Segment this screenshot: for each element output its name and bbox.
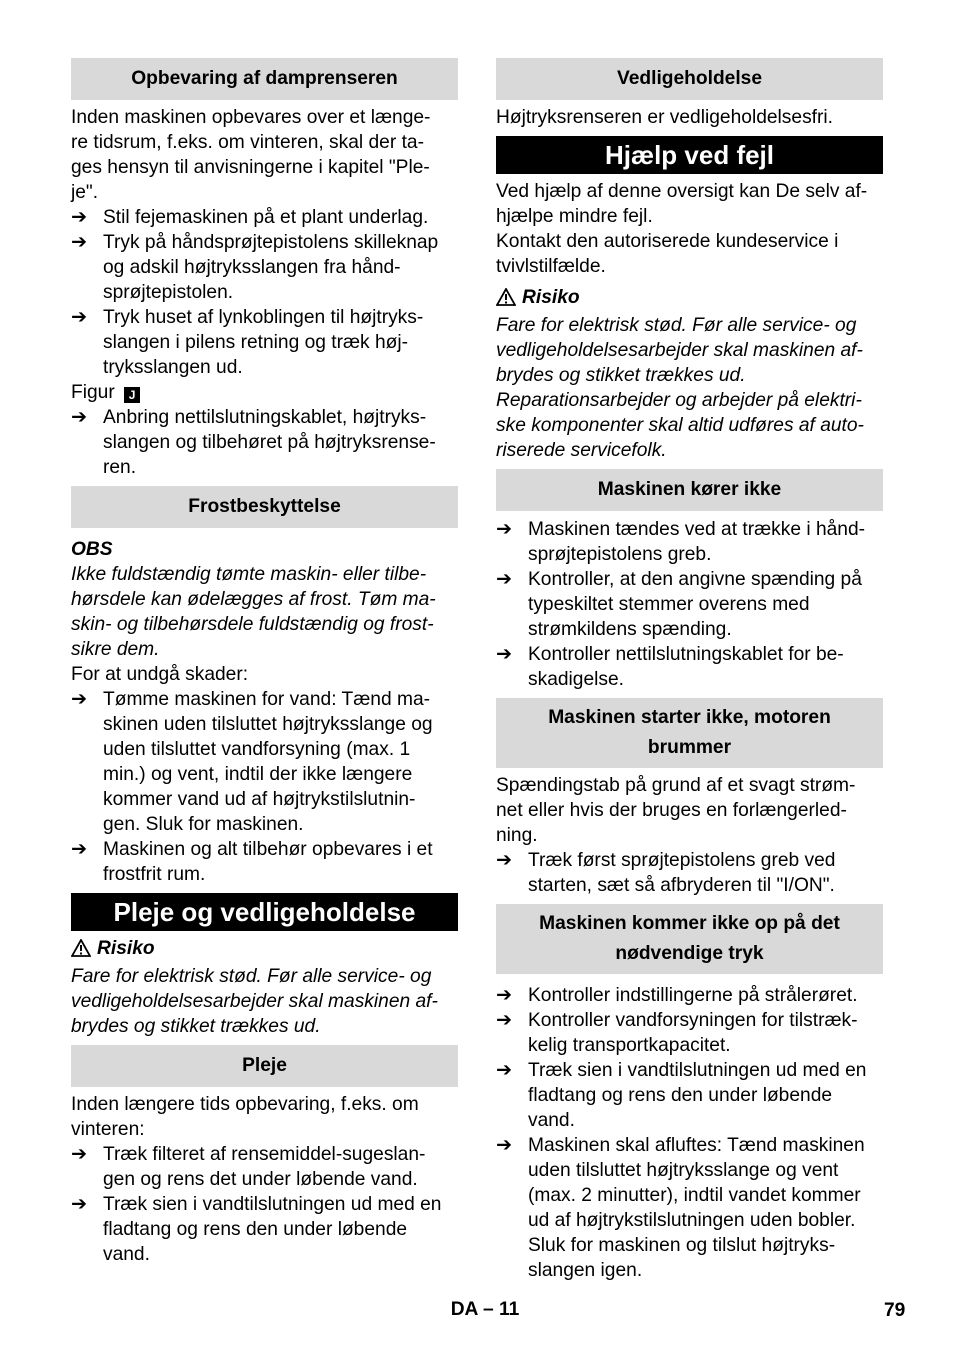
left-column [71, 58, 458, 1267]
risk-label: Risiko [496, 285, 883, 313]
page-number: 79 [884, 1300, 906, 1321]
section-heading-no-pressure: Maskinen kommer ikke op på det nødvendige tryk [496, 904, 883, 974]
list-item: ➔ Træk filteret af rensemiddel-sugeslan- gen og rens det under løbende vand. [71, 1144, 426, 1190]
arrow-right-icon: ➔ [496, 569, 513, 590]
risk-text: Fare for elektrisk stød. Før alle service- og vedligeholdelsesarbejder skal maskinen af- brydes og stikket trækkes ud. Reparationsarbejder og arbejder på elektri- ske komponenter skal altid udføres af auto- riserede servicefolk. [496, 315, 864, 461]
section-heading-storage: Opbevaring af damprenseren [71, 58, 458, 100]
arrow-right-icon: ➔ [496, 985, 513, 1006]
list-item: ➔ Træk først sprøjtepistolens greb ved starten, sæt så afbryderen til "I/ON". [496, 850, 836, 896]
section-heading-pleje: Pleje [71, 1045, 458, 1087]
list-item: ➔ Træk sien i vandtilslutningen ud med en fladtang og rens den under løbende vand. [71, 1194, 442, 1265]
arrow-right-icon: ➔ [71, 1194, 88, 1215]
arrow-right-icon: ➔ [496, 519, 513, 540]
arrow-right-icon: ➔ [71, 207, 88, 228]
list-item: ➔ Tømme maskinen for vand: Tænd ma- skinen uden tilsluttet højtryksslange og uden tilsluttet vandforsyning (max. 1 min.) og vent, indtil der ikke længere kommer vand ud af højtrykstilslutnin- gen. Sluk for maskinen. [71, 689, 433, 835]
not-starting-intro: Spændingstab på grund af et svagt strøm- net eller hvis der bruges en forlængerled- ning. [496, 775, 856, 846]
list-item: ➔ Maskinen tændes ved at trække i hånd- sprøjtepistolens greb. [496, 519, 866, 565]
list-item: ➔ Kontroller nettilslutningskablet for be- skadigelse. [496, 644, 844, 690]
section-heading-not-starting: Maskinen starter ikke, motoren brummer [496, 698, 883, 768]
arrow-right-icon: ➔ [71, 839, 88, 860]
arrow-right-icon: ➔ [71, 232, 88, 253]
storage-intro: Inden maskinen opbevares over et længe- re tidsrum, f.eks. om vinteren, skal der ta- ges hensyn til anvisningerne i kapitel "Ple- je". [71, 107, 431, 203]
warning-icon [71, 939, 91, 964]
list-item: ➔ Kontroller, at den angivne spænding på typeskiltet stemmer overens med strømkildens spænding. [496, 569, 862, 640]
chapter-heading-care: Pleje og vedligeholdelse [71, 893, 458, 931]
obs-text: Ikke fuldstændig tømte maskin- eller tilbe- hørsdele kan ødelægges af frost. Tøm ma- skin- og tilbehørsdele fuldstændig og frost- sikre dem. [71, 564, 436, 660]
frost-intro: For at undgå skader: [71, 664, 249, 685]
list-item: ➔ Kontroller indstillingerne på strålerøret. [496, 985, 858, 1006]
obs-label: OBS [71, 539, 113, 560]
list-item: ➔ Træk sien i vandtilslutningen ud med en fladtang og rens den under løbende vand. [496, 1060, 867, 1131]
maintenance-text: Højtryksrenseren er vedligeholdelsesfri. [496, 107, 833, 128]
figure-ref-badge: J [124, 387, 140, 403]
warning-icon [496, 288, 516, 313]
footer-section: DA – 11 [450, 1299, 520, 1320]
arrow-right-icon: ➔ [496, 1135, 513, 1156]
section-heading-frost: Frostbeskyttelse [71, 486, 458, 528]
arrow-right-icon: ➔ [496, 1060, 513, 1081]
arrow-right-icon: ➔ [496, 850, 513, 871]
arrow-right-icon: ➔ [71, 407, 88, 428]
list-item: ➔ Tryk huset af lynkoblingen til højtryks- slangen i pilens retning og træk høj- tryksslangen ud. [71, 307, 424, 378]
arrow-right-icon: ➔ [496, 644, 513, 665]
list-item: ➔ Tryk på håndsprøjtepistolens skilleknap og adskil højtryksslangen fra hånd- sprøjtepistolen. [71, 232, 439, 303]
figure-reference: Figur J [71, 380, 458, 405]
right-column [496, 58, 883, 1283]
arrow-right-icon: ➔ [71, 1144, 88, 1165]
arrow-right-icon: ➔ [71, 307, 88, 328]
pleje-intro: Inden længere tids opbevaring, f.eks. om vinteren: [71, 1094, 419, 1140]
chapter-heading-help: Hjælp ved fejl [496, 136, 883, 174]
risk-label: Risiko [71, 936, 458, 964]
section-heading-not-running: Maskinen kører ikke [496, 469, 883, 511]
section-heading-maintenance: Vedligeholdelse [496, 58, 883, 100]
arrow-right-icon: ➔ [496, 1010, 513, 1031]
list-item: ➔ Maskinen og alt tilbehør opbevares i et frostfrit rum. [71, 839, 433, 885]
list-item: ➔ Anbring nettilslutningskablet, højtryks- slangen og tilbehøret på højtryksrense- ren. [71, 407, 436, 478]
list-item: ➔ Stil fejemaskinen på et plant underlag. [71, 207, 429, 228]
list-item: ➔ Maskinen skal afluftes: Tænd maskinen uden tilsluttet højtryksslange og vent (max. 2 minutter), indtil vandet kommer ud af højtrykstilslutningen uden bobler. Sluk for maskinen og tilslut højtryks- slangen igen. [496, 1135, 865, 1281]
arrow-right-icon: ➔ [71, 689, 88, 710]
risk-text: Fare for elektrisk stød. Før alle service- og vedligeholdelsesarbejder skal maskinen af- brydes og stikket trækkes ud. [71, 966, 438, 1037]
list-item: ➔ Kontroller vandforsyningen for tilstræk- kelig transportkapacitet. [496, 1010, 858, 1056]
help-intro: Ved hjælp af denne oversigt kan De selv af- hjælpe mindre fejl. Kontakt den autoriserede kundeservice i tvivlstilfælde. [496, 181, 868, 277]
